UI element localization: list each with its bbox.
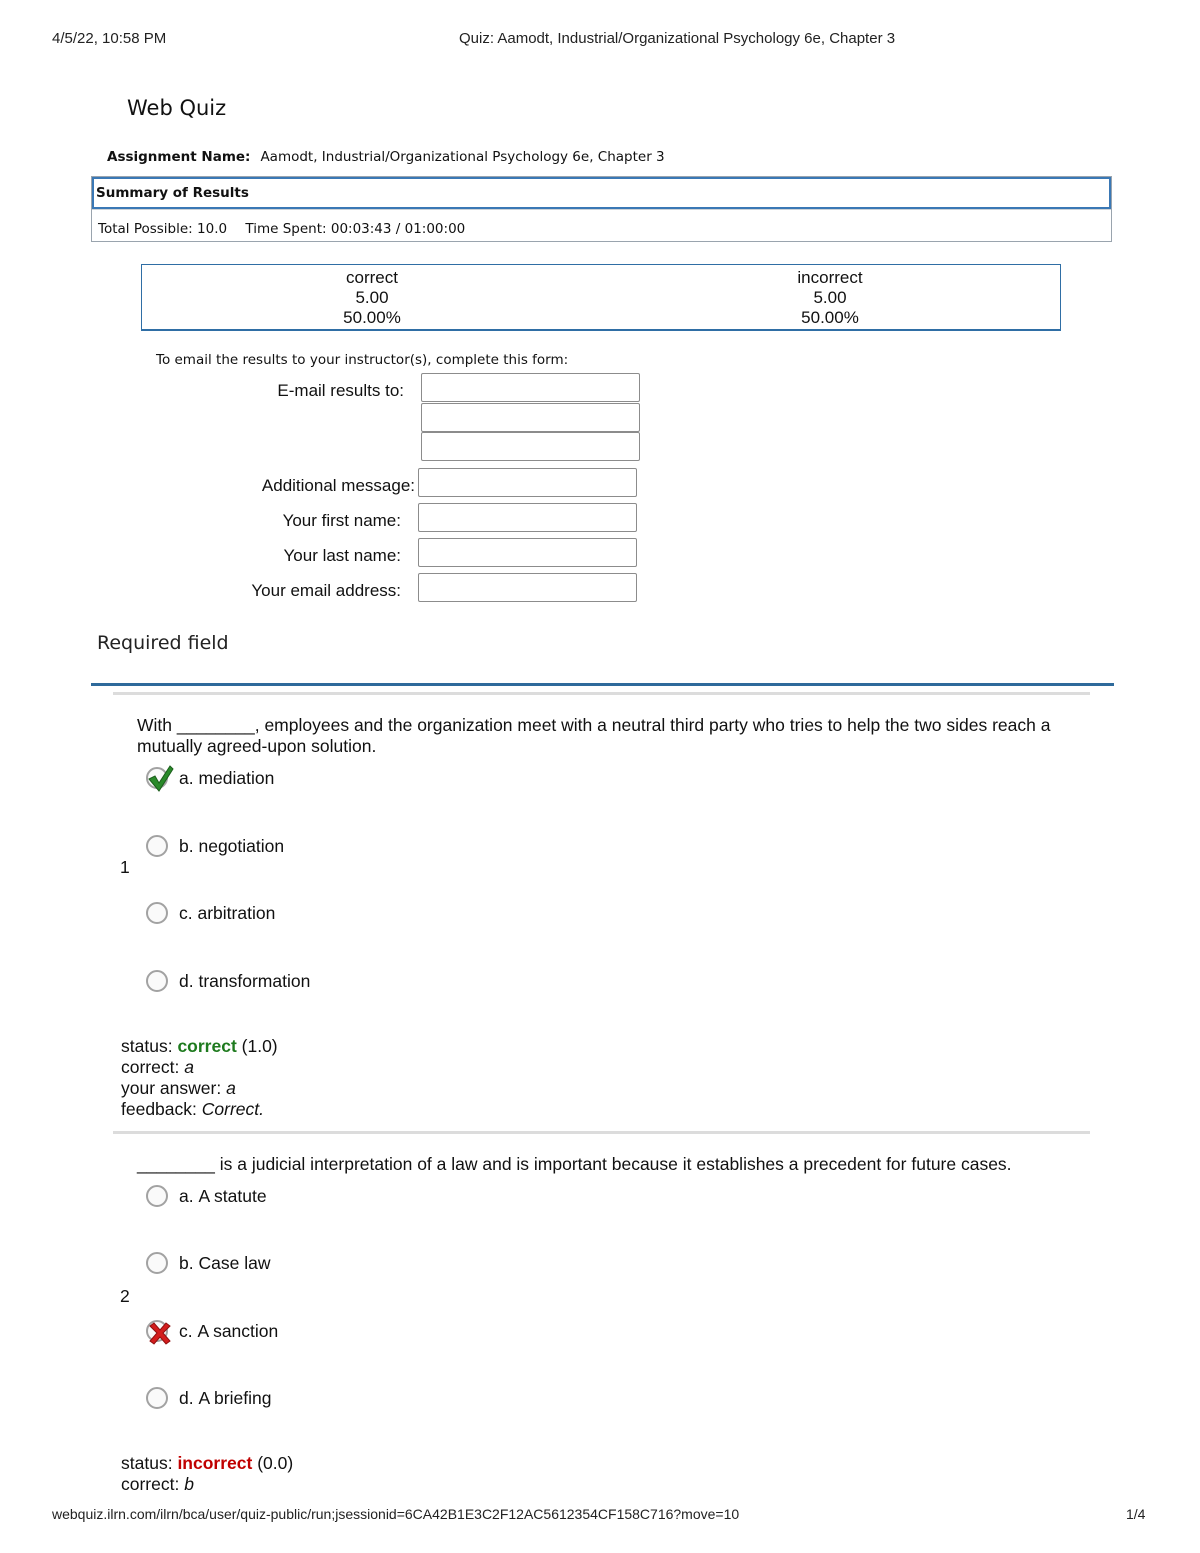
email-form-intro: To email the results to your instructor(s), complete this form: [156, 352, 569, 368]
required-field-note: Required field [97, 632, 229, 654]
question-1-number: 1 [120, 857, 130, 877]
question-1-option-c [146, 899, 275, 927]
summary-header: Summary of Results [92, 177, 1111, 209]
radio-button [146, 902, 168, 924]
additional-message-label: Additional message: [261, 476, 415, 495]
email-address-label: Your email address: [251, 581, 401, 600]
score-table [141, 264, 1061, 331]
first-name-label: Your first name: [282, 511, 401, 530]
option-letter: d. [179, 1387, 194, 1408]
question-2-option-c [146, 1317, 278, 1345]
assignment-name [107, 149, 665, 165]
radio-button [146, 1252, 168, 1274]
option-text: A statute [198, 1185, 267, 1206]
incorrect-score-column [680, 268, 980, 328]
time-spent: Time Spent: 00:03:43 / 01:00:00 [245, 221, 466, 237]
radio-button [146, 970, 168, 992]
incorrect-label: incorrect [797, 268, 863, 287]
question-divider [113, 1131, 1090, 1134]
print-datetime: 4/5/22, 10:58 PM [52, 30, 167, 47]
question-1-text: With ________, employees and the organization meet with a neutral third party who tries to help the two sides reach a mutually agreed-upon solution. [137, 715, 1051, 756]
question-2-result [121, 1453, 293, 1495]
checkmark-icon [145, 763, 175, 793]
question-1-result [121, 1036, 278, 1120]
option-letter: c. [179, 902, 193, 923]
assignment-label: Assignment Name: [107, 149, 251, 165]
correct-answer-label: correct: [121, 1474, 180, 1494]
radio-button [146, 767, 168, 789]
summary-of-results [91, 176, 1112, 242]
correct-answer-value: a [184, 1057, 194, 1077]
question-divider [113, 692, 1090, 695]
print-page-number: 1/4 [1126, 1506, 1146, 1522]
email-recipient-input-2[interactable] [421, 403, 640, 432]
correct-answer-label: correct: [121, 1057, 180, 1077]
email-address-input[interactable] [418, 573, 637, 602]
total-possible: Total Possible: 10.0 [98, 221, 228, 237]
option-letter: c. [179, 1320, 193, 1341]
status-label: status: [121, 1453, 173, 1473]
additional-message-input[interactable] [418, 468, 637, 497]
feedback-label: feedback: [121, 1099, 197, 1119]
your-answer-value: a [226, 1078, 236, 1098]
radio-button [146, 1387, 168, 1409]
x-mark-icon [145, 1320, 175, 1350]
option-letter: a. [179, 767, 194, 788]
summary-body [92, 209, 1111, 241]
feedback-value: Correct. [201, 1099, 264, 1119]
option-letter: a. [179, 1185, 194, 1206]
assignment-value: Aamodt, Industrial/Organizational Psychology 6e, Chapter 3 [260, 149, 665, 165]
your-answer-label: your answer: [121, 1078, 222, 1098]
print-page-title: Quiz: Aamodt, Industrial/Organizational Psychology 6e, Chapter 3 [459, 30, 896, 47]
option-text: A briefing [198, 1387, 272, 1408]
question-1-option-b [146, 832, 284, 860]
option-letter: b. [179, 1252, 194, 1273]
option-text: A sanction [197, 1320, 279, 1341]
radio-button [146, 1320, 168, 1342]
question-2-option-a [146, 1182, 267, 1210]
question-2-number: 2 [120, 1286, 130, 1306]
incorrect-percent: 50.00% [801, 308, 859, 327]
section-divider [91, 683, 1114, 686]
incorrect-points: 5.00 [813, 288, 847, 307]
option-text: negotiation [198, 835, 285, 856]
correct-label: correct [346, 268, 398, 287]
correct-answer-value: b [184, 1474, 194, 1494]
question-1-option-a [146, 764, 274, 792]
question-2-option-b [146, 1249, 270, 1277]
option-text: mediation [198, 767, 275, 788]
print-url: webquiz.ilrn.com/ilrn/bca/user/quiz-public/run;jsessionid=6CA42B1E3C2F12AC5612354CF158C716?move=10 [52, 1506, 740, 1522]
option-text: arbitration [197, 902, 276, 923]
email-recipient-input-1[interactable] [421, 373, 640, 402]
radio-button [146, 1185, 168, 1207]
status-value: incorrect [177, 1453, 253, 1473]
correct-score-column [222, 268, 522, 328]
status-score: (1.0) [241, 1036, 278, 1056]
first-name-input[interactable] [418, 503, 637, 532]
option-text: Case law [198, 1252, 271, 1273]
page-title: Web Quiz [127, 96, 227, 120]
last-name-input[interactable] [418, 538, 637, 567]
radio-button [146, 835, 168, 857]
question-2-text: ________ is a judicial interpretation of a law and is important because it establishes a precedent for future cases. [137, 1154, 1012, 1174]
correct-percent: 50.00% [343, 308, 401, 327]
status-score: (0.0) [257, 1453, 294, 1473]
option-text: transformation [198, 970, 311, 991]
question-2-option-d [146, 1384, 271, 1412]
status-value: correct [177, 1036, 237, 1056]
question-1-option-d [146, 967, 310, 995]
email-results-label: E-mail results to: [277, 381, 404, 400]
option-letter: d. [179, 970, 194, 991]
correct-points: 5.00 [355, 288, 389, 307]
last-name-label: Your last name: [283, 546, 401, 565]
option-letter: b. [179, 835, 194, 856]
status-label: status: [121, 1036, 173, 1056]
email-recipient-input-3[interactable] [421, 432, 640, 461]
